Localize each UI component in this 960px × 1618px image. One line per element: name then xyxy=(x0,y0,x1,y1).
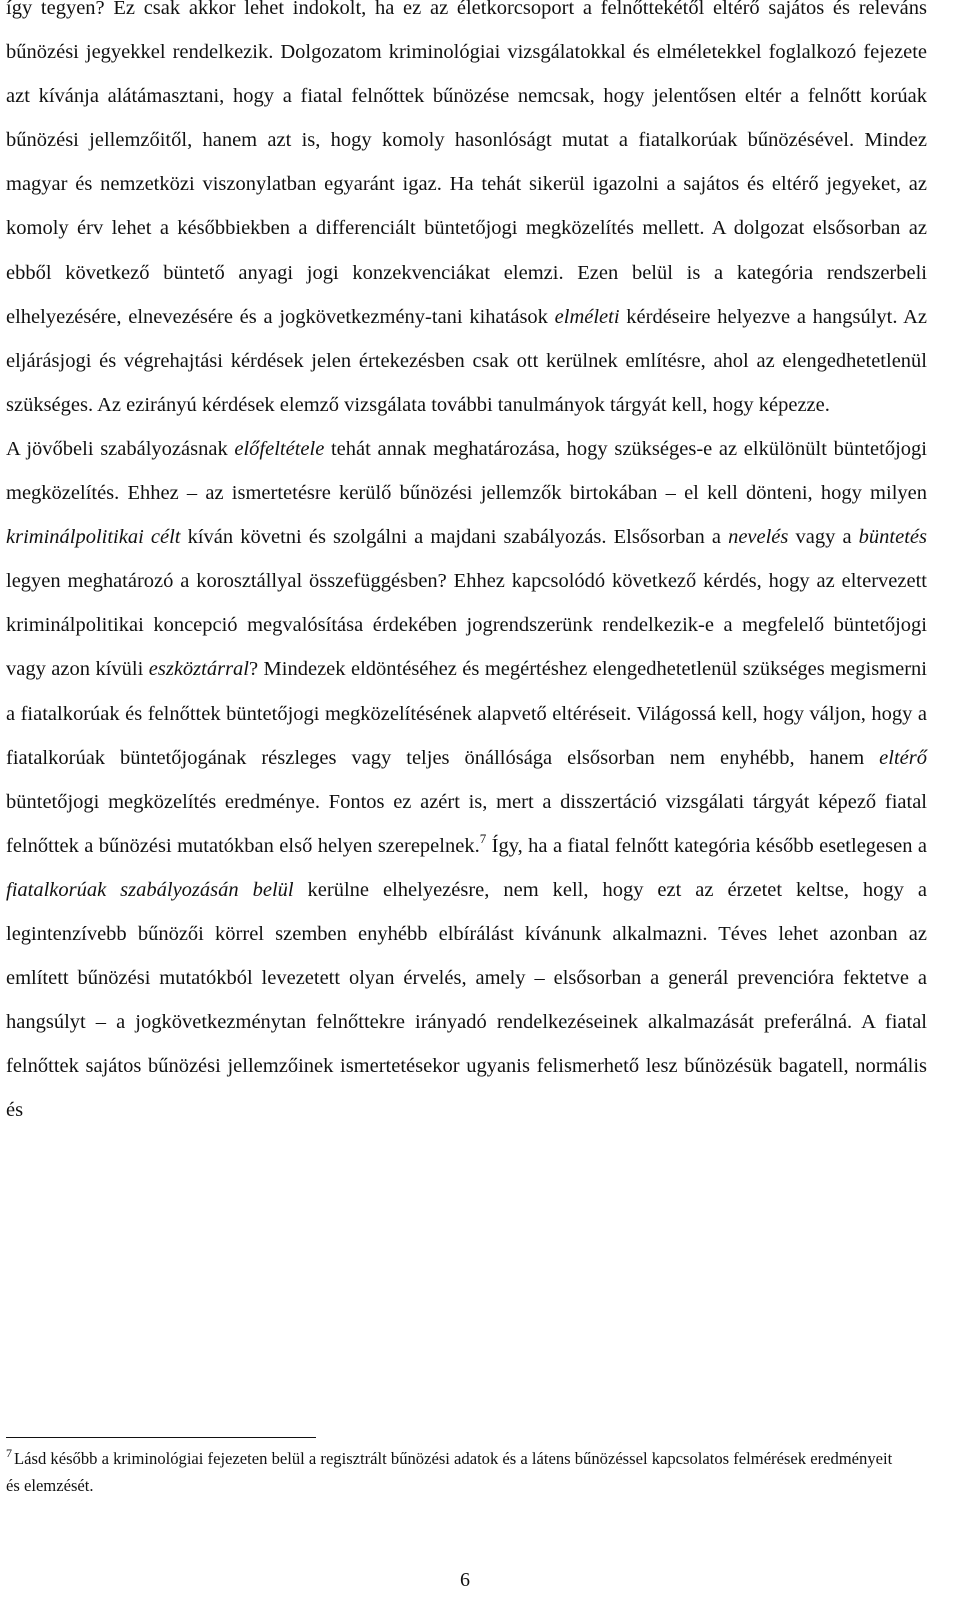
italic-run: elméleti xyxy=(554,305,620,328)
text-run: vagy a xyxy=(788,526,859,549)
text-run: tehát annak meghatározása, hogy szükséges-e az elkülönült büntetőjogi megközelítés. Ehhez – az ismertetésre kerülő bűnözési jellemzők birtokában – el kell dönteni, hogy milyen xyxy=(6,437,927,505)
text-run: legyen meghatározó a korosztállyal összefüggésben? Ehhez kapcsolódó következő kérdés, hogy az eltervezett kriminálpolitikai koncepció megvalósítása érdekében jogrendszerünk rendelkezik-e a megfelelő büntetőjogi vagy azon kívüli xyxy=(6,570,927,681)
italic-run: eszköztárral xyxy=(148,658,249,681)
text-run: Így, ha a fiatal felnőtt kategória később esetlegesen a xyxy=(486,834,927,857)
text-run: így tegyen? Ez csak akkor lehet indokolt, ha ez az életkorcsoport a felnőttekétől eltérő sajátos és releváns bűnözési jegyekkel rendelkezik. Dolgozatom kriminológiai vizsgálatokkal és elméletekkel foglalkozó fejezete azt kívánja alátámasztani, hogy a fiatal felnőttek bűnözése nemcsak, hogy jelentősen eltér a felnőtt korúak bűnözési jellemzőitől, hanem azt is, hogy komoly hasonlóságt mutat a fiatalkorúak bűnözésével. Mindez magyar és nemzetközi viszonylatban egyaránt igaz. Ha tehát sikerül igazolni a sajátos és eltérő jegyeket, az komoly érv lehet a későbbiekben a differenciált büntetőjogi megközelítés mellett. A dolgozat elsősorban az ebből következő büntető anyagi jogi konzekvenciákat elemzi. Ezen belül is a kategória rendszerbeli elhelyezésére, elnevezésére és a jogkövetkezmény-tani kihatások xyxy=(6,0,927,328)
footnote xyxy=(6,1446,906,1498)
italic-run: előfeltétele xyxy=(234,437,325,460)
text-run: A jövőbeli szabályozásnak xyxy=(6,437,235,460)
paragraph-1 xyxy=(6,0,927,427)
italic-run: fiatalkorúak szabályozásán belül xyxy=(6,878,294,901)
italic-run: büntetés xyxy=(858,526,927,549)
body-text xyxy=(6,0,927,1132)
text-run: ? Mindezek eldöntéséhez és megértéshez elengedhetetlenül szükséges megismerni a fiatalkorúak és felnőttek büntetőjogi megközelítésének alapvető eltéréseit. Világossá kell, hogy váljon, hogy a fiatalkorúak büntetőjogának részleges vagy teljes önállósága elsősorban nem enyhébb, hanem xyxy=(6,658,927,769)
footnote-text: Lásd később a kriminológiai fejezeten belül a regisztrált bűnözési adatok és a látens bűnözéssel kapcsolatos felmérések eredményeit és elemzését. xyxy=(6,1449,893,1495)
footnote-reference[interactable]: 7 xyxy=(479,830,487,846)
text-run: kerülne elhelyezésre, nem kell, hogy ezt az érzetet keltse, hogy a legintenzívebb bűnözői körrel szemben enyhébb elbírálást kívánunk alkalmazni. Téves lehet azonban az említett bűnözési mutatókból levezetett olyan érvelés, amely – elsősorban a generál prevencióra fektetve a hangsúlyt – a jogkövetkezménytan felnőttekre irányadó rendelkezéseinek alkalmazását preferálná. A fiatal felnőttek sajátos bűnözési jellemzőinek ismertetésekor ugyanis felismerhető lesz bűnözésük bagatell, normális és xyxy=(6,878,927,1122)
text-run: kíván követni és szolgálni a majdani szabályozás. Elsősorban a xyxy=(180,526,729,549)
italic-run: eltérő xyxy=(879,746,927,769)
footnote-separator xyxy=(6,1437,316,1438)
footnote-number: 7 xyxy=(6,1446,12,1460)
italic-run: nevelés xyxy=(728,526,789,549)
italic-run: kriminálpolitikai célt xyxy=(6,526,181,549)
page-number: 6 xyxy=(460,1569,470,1591)
paragraph-2 xyxy=(6,427,927,1133)
text-run: kérdéseire helyezve a hangsúlyt. Az eljárásjogi és végrehajtási kérdések jelen értekezésben csak ott kerülnek említésre, ahol az elengedhetetlenül szükséges. Az ezirányú kérdések elemző vizsgálata további tanulmányok tárgyát kell, hogy képezze. xyxy=(6,305,927,416)
text-run: büntetőjogi megközelítés eredménye. Fontos ez azért is, mert a disszertáció vizsgálati tárgyát képező fiatal felnőttek a bűnözési mutatókban első helyen szerepelnek. xyxy=(6,790,927,857)
